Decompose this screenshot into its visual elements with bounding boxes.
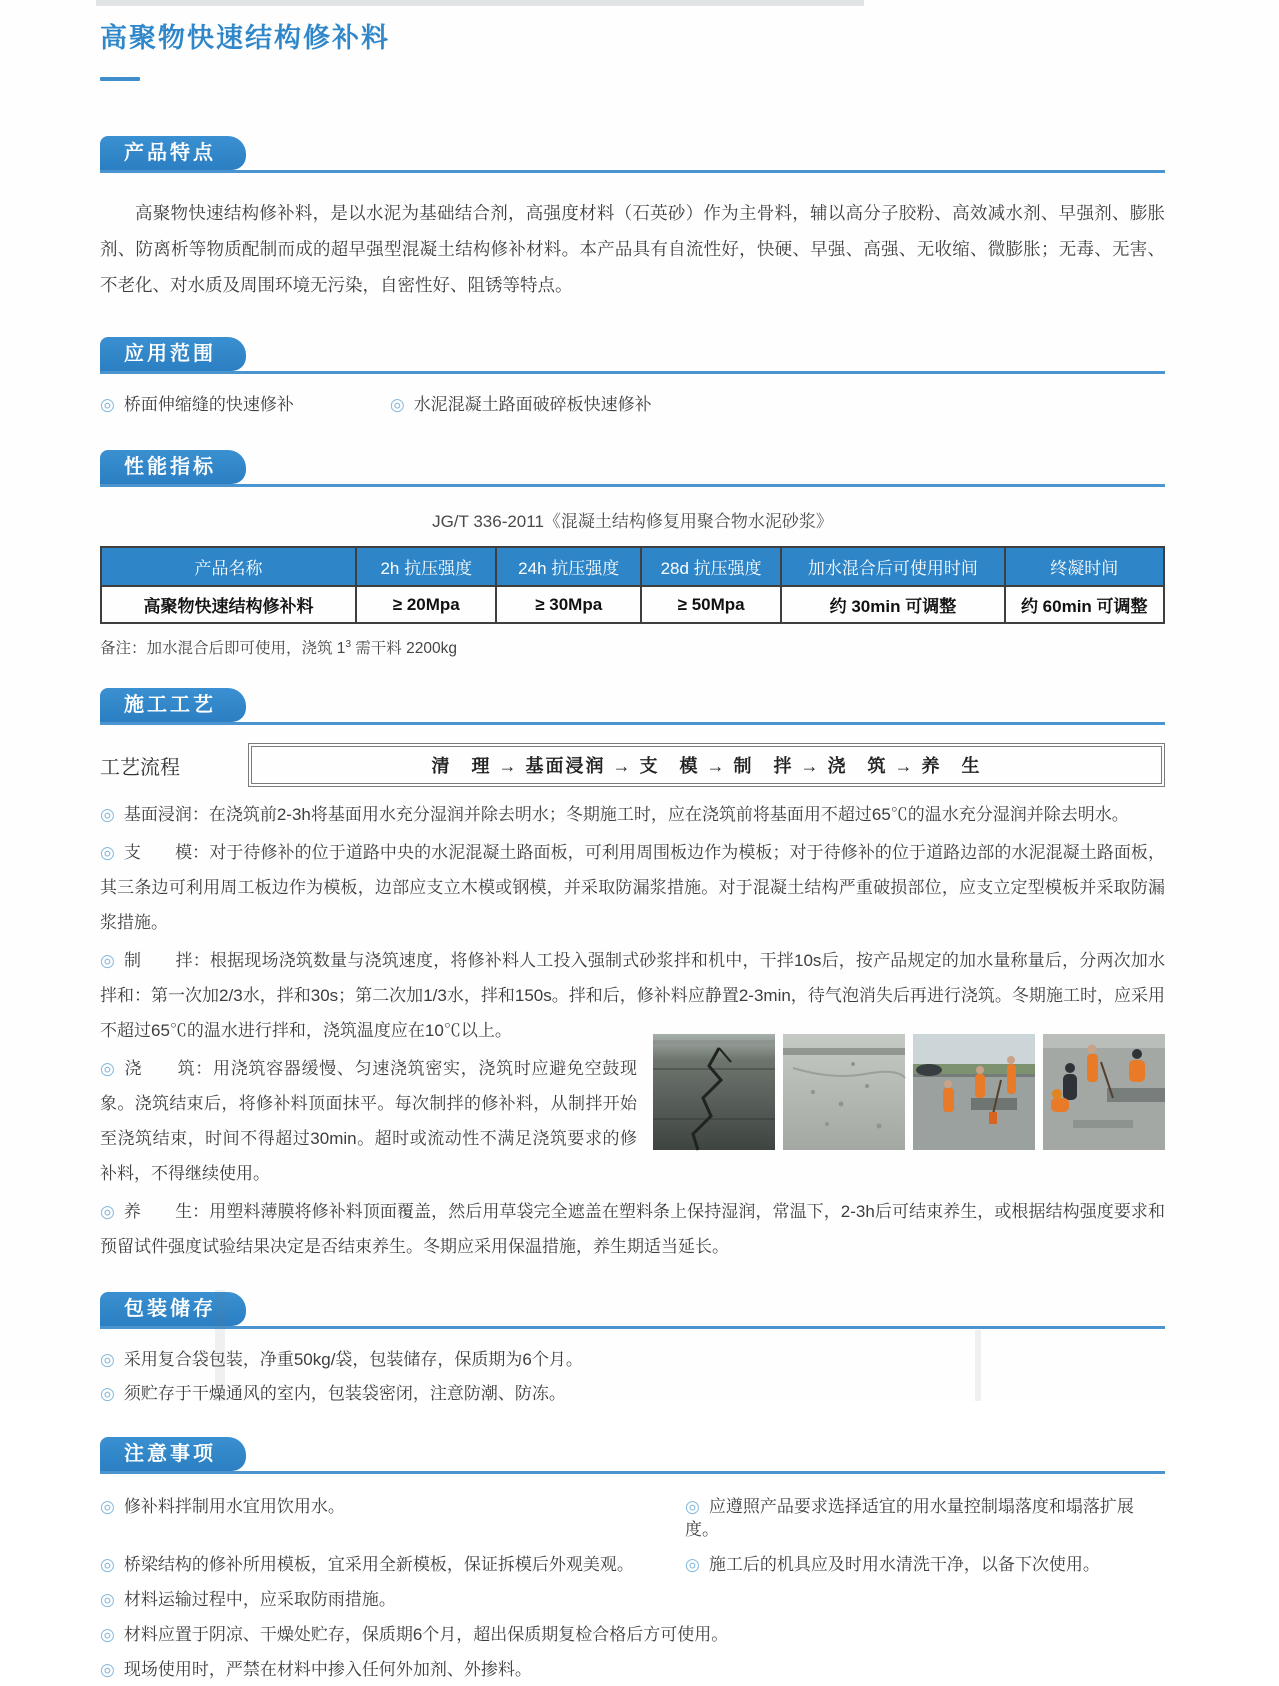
watermark-ghost-right (975, 1330, 981, 1401)
table-header-cell: 24h 抗压强度 (496, 547, 641, 586)
ring-bullet-icon: ◎ (100, 1555, 115, 1574)
process-step-text: 养 生：用塑料薄膜将修补料顶面覆盖，然后用草袋完全遮盖在塑料条上保持湿润，常温下，2-3h后可结束养生，或根据结构强度要求和预留试件强度试验结果决定是否结束养生。冬期应采用保温措施，养生期适当延长。 (100, 1202, 1165, 1256)
note-item (100, 1490, 685, 1546)
section-tab-notes: 注意事项 (100, 1437, 246, 1471)
broken-slab-photo (783, 1034, 905, 1150)
storage-item (100, 1343, 1165, 1377)
notes-list (100, 1488, 1165, 1686)
table-header-cell: 终凝时间 (1005, 547, 1164, 586)
process-step-text: 制 拌：根据现场浇筑数量与浇筑速度，将修补料人工投入强制式砂浆拌和机中，干拌10s后，按产品规定的加水量称量后，分两次加水拌和：第一次加2/3水，拌和30s；第二次加1/3水，拌和150s。拌和后，修补料应静置2-3min，待气泡消失后再进行浇筑。冬期施工时，应采用不超过65℃的温水进行拌和，浇筑温度应在10℃以上。 (100, 951, 1165, 1040)
process-step-text: 基面浸润：在浇筑前2-3h将基面用水充分湿润并除去明水；冬期施工时，应在浇筑前将基面用不超过65℃的温水充分湿润并除去明水。 (123, 805, 1129, 824)
ring-bullet-icon: ◎ (100, 805, 115, 824)
performance-table (100, 546, 1165, 624)
table-remark (100, 636, 1165, 658)
application-item (390, 392, 652, 418)
process-flow-row (100, 743, 1165, 787)
table-cell: ≥ 50Mpa (641, 586, 781, 623)
table-cell: ≥ 20Mpa (356, 586, 496, 623)
ring-bullet-icon: ◎ (100, 1660, 115, 1679)
section-tab-application: 应用范围 (100, 337, 246, 371)
ring-bullet-icon: ◎ (389, 395, 405, 414)
ring-bullet-icon: ◎ (100, 1384, 115, 1403)
flow-box (248, 743, 1165, 787)
section-tab-storage: 包装储存 (100, 1292, 246, 1326)
ring-bullet-icon: ◎ (100, 1625, 115, 1644)
slab-removal-crew-photo (1043, 1034, 1165, 1150)
ring-bullet-icon: ◎ (100, 1202, 115, 1221)
storage-items (100, 1343, 1165, 1411)
table-row (101, 586, 1164, 623)
note-item-text: 材料运输过程中，应采取防雨措施。 (123, 1590, 396, 1609)
scan-artifact-bar (96, 0, 864, 6)
note-item-text: 施工后的机具应及时用水清洗干净，以备下次使用。 (708, 1555, 1100, 1574)
note-item-text: 修补料拌制用水宜用饮用水。 (123, 1497, 345, 1516)
cracked-pavement-photo (653, 1034, 775, 1150)
ring-bullet-icon: ◎ (685, 1555, 700, 1574)
section-head-performance (100, 450, 1165, 487)
note-item (100, 1583, 1165, 1616)
process-steps (100, 797, 1165, 1264)
ring-bullet-icon: ◎ (100, 1590, 115, 1609)
storage-item (100, 1377, 1165, 1411)
table-header-cell: 加水混合后可使用时间 (781, 547, 1004, 586)
process-step (100, 835, 1165, 940)
storage-item-text: 采用复合袋包装，净重50kg/袋，包装储存，保质期为6个月。 (123, 1350, 583, 1369)
process-step-text: 支 模：对于待修补的位于道路中央的水泥混凝土路面板，可利用周围板边作为模板；对于待修补的位于道路边部的水泥混凝土路面板，其三条边可利用周工板边作为模板，边部应支立木模或钢模，并采取防漏浆措施。对于混凝土结构严重破损部位，应支立定型模板并采取防漏浆措施。 (100, 843, 1165, 932)
section-head-features (100, 136, 1165, 173)
table-cell: 高聚物快速结构修补料 (101, 586, 356, 623)
application-item-label: 桥面伸缩缝的快速修补 (123, 395, 294, 414)
page-title: 高聚物快速结构修补料 (100, 23, 390, 53)
flow-label: 工艺流程 (100, 756, 180, 779)
process-step-text: 浇 筑：用浇筑容器缓慢、匀速浇筑密实，浇筑时应避免空鼓现象。浇筑结束后，将修补料顶面抹平。每次制拌的修补料，从制拌开始至浇筑结束，时间不得超过30min。超时或流动性不满足浇筑要求的修补料，不得继续使用。 (100, 1059, 637, 1183)
section-head-process (100, 688, 1165, 725)
process-step (100, 943, 1165, 1048)
section-head-storage (100, 1292, 1165, 1329)
section-head-notes (100, 1437, 1165, 1474)
section-tab-features: 产品特点 (100, 136, 246, 170)
process-step (100, 1194, 1165, 1264)
application-item-label: 水泥混凝土路面破碎板快速修补 (413, 395, 652, 414)
note-item (100, 1548, 685, 1581)
table-header-row (101, 547, 1164, 586)
note-item (100, 1618, 1165, 1651)
application-item (100, 392, 294, 418)
road-repair-crew-photo (913, 1034, 1035, 1150)
note-item (685, 1548, 1165, 1581)
table-cell: 约 60min 可调整 (1005, 586, 1164, 623)
application-items (100, 392, 1165, 418)
storage-item-text: 须贮存于干燥通风的室内，包装袋密闭，注意防潮、防冻。 (123, 1384, 566, 1403)
ring-bullet-icon: ◎ (100, 1497, 115, 1516)
note-item-text: 应遵照产品要求选择适宜的用水量控制塌落度和塌落扩展度。 (685, 1497, 1134, 1539)
section-tab-performance: 性能指标 (100, 450, 246, 484)
ring-bullet-icon: ◎ (100, 1350, 115, 1369)
table-cell: 约 30min 可调整 (781, 586, 1004, 623)
ring-bullet-icon: ◎ (685, 1497, 700, 1516)
section-tab-process: 施工工艺 (100, 688, 246, 722)
table-header-cell: 产品名称 (101, 547, 356, 586)
table-remark-superscript: 3 (345, 638, 351, 650)
note-item-text: 桥梁结构的修补所用模板，宜采用全新模板，保证拆模后外观美观。 (123, 1555, 634, 1574)
note-item (100, 1653, 1165, 1686)
note-item (685, 1490, 1165, 1546)
features-paragraph: 高聚物快速结构修补料，是以水泥为基础结合剂，高强度材料（石英砂）作为主骨料，辅以高分子胶粉、高效减水剂、早强剂、膨胀剂、防离析等物质配制而成的超早强型混凝土结构修补材料。本产品具有自流性好，快硬、早强、高强、无收缩、微膨胀；无毒、无害、不老化、对水质及周围环境无污染，自密性好、阻锈等特点。 (100, 203, 1165, 295)
process-step (100, 797, 1165, 832)
table-header-cell: 28d 抗压强度 (641, 547, 781, 586)
ring-bullet-icon: ◎ (100, 843, 115, 862)
ring-bullet-icon: ◎ (100, 951, 116, 970)
watermark-ghost-left (215, 1290, 225, 1401)
site-photo-strip (653, 1034, 1165, 1150)
title-underline (100, 77, 140, 81)
ring-bullet-icon: ◎ (100, 395, 115, 414)
table-cell: ≥ 30Mpa (496, 586, 641, 623)
table-header-cell: 2h 抗压强度 (356, 547, 496, 586)
ring-bullet-icon: ◎ (100, 1059, 116, 1078)
table-remark-text: 需干料 2200kg (351, 640, 457, 657)
section-head-application (100, 337, 1165, 374)
table-remark-text: 备注：加水混合后即可使用，浇筑 1 (100, 640, 346, 657)
flow-sequence: 清 理 → 基面浸润 → 支 模 → 制 拌 → 浇 筑 → 养 生 (251, 746, 1162, 784)
standard-reference: JG/T 336-2011《混凝土结构修复用聚合物水泥砂浆》 (432, 512, 833, 531)
note-item-text: 材料应置于阴凉、干燥处贮存，保质期6个月，超出保质期复检合格后方可使用。 (123, 1625, 729, 1644)
note-item-text: 现场使用时，严禁在材料中掺入任何外加剂、外掺料。 (123, 1660, 532, 1679)
